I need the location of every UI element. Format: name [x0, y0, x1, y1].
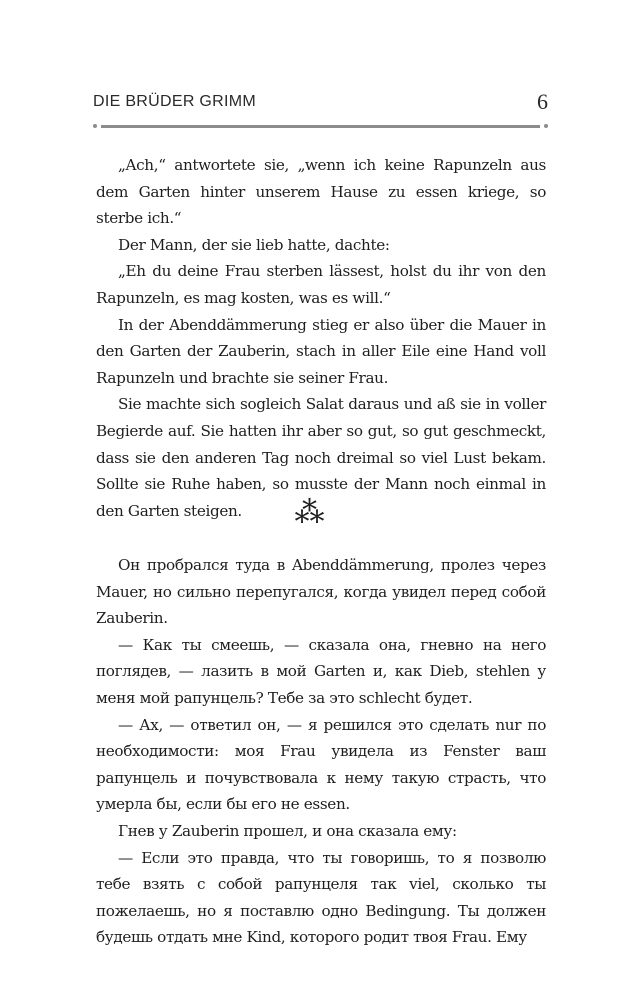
- paragraph: — Если это правда, что ты говоришь, то я позволю тебе взять с собой рапунцеля так viel, сколько ты пожелаешь, но я поставлю одно Bedingung. Ты должен будешь отдать мне Kind, которого родит твоя Frau. Ему: [96, 848, 546, 947]
- section-separator-asterism: ⁂: [294, 495, 325, 530]
- paragraph: — Как ты смеешь, — сказала она, гневно на него поглядев, — лазить в мой Garten и, как Dieb, stehlen у меня мой рапунцель? Тебе за это schlecht будет.: [96, 635, 546, 707]
- rule-dot-right: [544, 124, 548, 128]
- paragraph: „Ach,“ antwortete sie, „wenn ich keine Rapunzeln aus dem Garten hinter unserem Hause zu essen kriege, so sterbe ich.“: [96, 156, 546, 228]
- running-head-title: DIE BRÜDER GRIMM: [93, 93, 257, 110]
- russian-text-section: [96, 552, 546, 951]
- paragraph: In der Abenddämmerung stieg er also über die Mauer in den Garten der Zauberin, stach in aller Eile eine Hand voll Rapunzeln und brachte sie seiner Frau.: [96, 315, 546, 387]
- rule-dot-left: [93, 124, 97, 128]
- german-text-section: [96, 152, 546, 524]
- paragraph: — Ах, — ответил он, — я решился это сделать nur по необходимости: моя Frau увидела из Fenster ваш рапунцель и почувствовала к нему такую страсть, что умерла бы, если бы его не essen.: [96, 715, 546, 814]
- paragraph: Sie machte sich sogleich Salat daraus und aß sie in voller Begierde auf. Sie hatten ihr aber so gut, so gut geschmeckt, dass sie den anderen Tag noch dreimal so viel Lust bekam. Sollte sie Ruhe haben, so musste der Mann noch einmal in den Garten steigen.: [96, 395, 546, 520]
- paragraph: Гнев у Zauberin прошел, и она сказала ему:: [118, 821, 457, 840]
- paragraph: „Eh du deine Frau sterben lässest, holst du ihr von den Rapunzeln, es mag kosten, was es will.“: [96, 262, 546, 307]
- paragraph: Der Mann, der sie lieb hatte, dachte:: [118, 235, 390, 254]
- paragraph: Он пробрался туда в Abenddämmerung, пролез через Mauer, но сильно перепугался, когда увидел перед собой Zauberin.: [96, 556, 546, 628]
- rule-line: [101, 125, 540, 128]
- header-rule: [93, 124, 548, 128]
- page-number: 6: [537, 89, 548, 114]
- running-head: [93, 89, 548, 117]
